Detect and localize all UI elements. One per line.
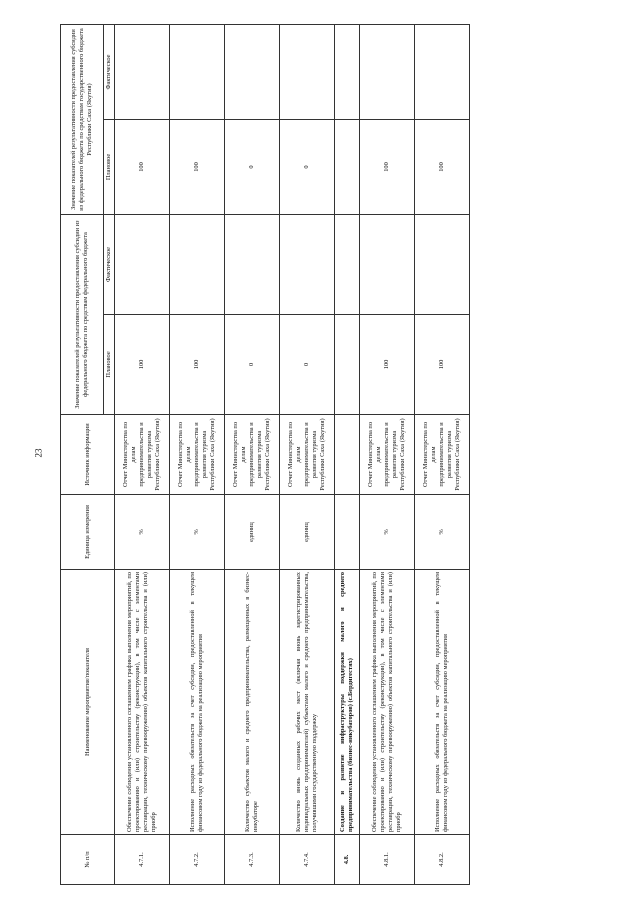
table-row bbox=[170, 25, 225, 885]
row-federal-actual bbox=[170, 215, 225, 315]
row-federal-planned: 0 bbox=[225, 315, 280, 415]
row-num: 4.7.1. bbox=[115, 835, 170, 885]
header-source: Источник информации bbox=[61, 415, 115, 495]
row-source: Отчет Министерства по делам предпринимательства и развития туризма Республики Саха (Якутия) bbox=[280, 415, 335, 495]
row-federal-planned bbox=[335, 315, 360, 415]
row-federal-planned: 100 bbox=[170, 315, 225, 415]
row-republic-planned: 100 bbox=[415, 120, 470, 215]
row-source: Отчет Министерства по делам предпринимательства и развития туризма Республики Саха (Якутия) bbox=[170, 415, 225, 495]
row-federal-actual bbox=[335, 215, 360, 315]
row-republic-actual bbox=[170, 25, 225, 120]
row-republic-actual bbox=[415, 25, 470, 120]
row-federal-actual bbox=[280, 215, 335, 315]
table-row bbox=[225, 25, 280, 885]
row-federal-planned: 100 bbox=[415, 315, 470, 415]
row-republic-planned: 100 bbox=[360, 120, 415, 215]
row-name: Обеспечение соблюдения установленного соглашением графика выполнения мероприятий, по проектированию и (или) строительству (реконструкции), в том числе с элементами реставрации, техническому перевооружению) объектов капитального строительства и (или) приобр bbox=[115, 570, 170, 835]
row-num: 4.7.3. bbox=[225, 835, 280, 885]
row-source bbox=[335, 415, 360, 495]
document-page-rotated bbox=[60, 25, 620, 885]
row-num: 4.8. bbox=[335, 835, 360, 885]
row-federal-actual bbox=[225, 215, 280, 315]
row-republic-actual bbox=[280, 25, 335, 120]
row-republic-actual bbox=[115, 25, 170, 120]
row-num: 4.8.2. bbox=[415, 835, 470, 885]
row-federal-actual bbox=[415, 215, 470, 315]
row-source: Отчет Министерства по делам предпринимательства и развития туризма Республики Саха (Якутия) bbox=[115, 415, 170, 495]
table-row bbox=[115, 25, 170, 885]
table-row bbox=[335, 25, 360, 885]
row-republic-planned: 0 bbox=[280, 120, 335, 215]
row-republic-actual bbox=[335, 25, 360, 120]
row-republic-planned: 100 bbox=[115, 120, 170, 215]
header-republic-actual: Фактическое bbox=[104, 25, 115, 120]
row-name: Количество субъектов малого и среднего предпринимательства, размещенных в бизнес-инкубаторе bbox=[225, 570, 280, 835]
row-republic-actual bbox=[225, 25, 280, 120]
row-republic-planned bbox=[335, 120, 360, 215]
row-num: 4.7.4. bbox=[280, 835, 335, 885]
row-republic-planned: 0 bbox=[225, 120, 280, 215]
row-republic-actual bbox=[360, 25, 415, 120]
row-unit: % bbox=[415, 495, 470, 570]
page-number: 23 bbox=[33, 448, 44, 458]
row-federal-actual bbox=[115, 215, 170, 315]
table-row bbox=[280, 25, 335, 885]
row-source: Отчет Министерства по делам предпринимательства и развития туризма Республики Саха (Якутия) bbox=[225, 415, 280, 495]
row-source: Отчет Министерства по делам предпринимательства и развития туризма Республики Саха (Якутия) bbox=[360, 415, 415, 495]
row-unit bbox=[335, 495, 360, 570]
table-body bbox=[115, 25, 470, 885]
row-unit: единиц bbox=[225, 495, 280, 570]
row-federal-actual bbox=[360, 215, 415, 315]
row-federal-planned: 0 bbox=[280, 315, 335, 415]
row-num: 4.8.1. bbox=[360, 835, 415, 885]
row-source: Отчет Министерства по делам предпринимательства и развития туризма Республики Саха (Якутия) bbox=[415, 415, 470, 495]
table-row bbox=[415, 25, 470, 885]
row-federal-planned: 100 bbox=[115, 315, 170, 415]
header-unit: Единица измерения bbox=[61, 495, 115, 570]
row-name: Количество вновь созданных рабочих мест (включая вновь зарегистрированных индивидуальных предпринимателей) субъектами малого и среднего предпринимательства, получившими государственную поддержку bbox=[280, 570, 335, 835]
row-unit: % bbox=[170, 495, 225, 570]
row-num: 4.7.2. bbox=[170, 835, 225, 885]
table-header-row bbox=[61, 25, 104, 885]
row-unit: единиц bbox=[280, 495, 335, 570]
table-row bbox=[360, 25, 415, 885]
row-unit: % bbox=[360, 495, 415, 570]
header-name: Наименование мероприятия/показателя bbox=[61, 570, 115, 835]
header-federal: Значение показателей результативности предоставления субсидии из федерального бюджета по средствам федерального бюджета bbox=[61, 215, 104, 415]
row-federal-planned: 100 bbox=[360, 315, 415, 415]
row-name: Исполнение расходных обязательств за счет субсидии, предоставленной в текущем финансовом году из федерального бюджета на реализацию мероприятия bbox=[170, 570, 225, 835]
row-name: Создание и развитие инфраструктуры поддержки малого и среднего предпринимательства (бизнес-инкубаторов) (с.Бердигестях) bbox=[335, 570, 360, 835]
row-republic-planned: 100 bbox=[170, 120, 225, 215]
header-num: № п/п bbox=[61, 835, 115, 885]
row-name: Обеспечение соблюдения установленного соглашением графика выполнения мероприятий, по проектированию и (или) строительству (реконструкции), в том числе с элементами реставрации, техническому перевооружению) объектов капитального строительства и (или) приобр bbox=[360, 570, 415, 835]
header-federal-planned: Плановое bbox=[104, 315, 115, 415]
header-republic: Значение показателей результативности предоставления субсидии из федерального бюджета по средствам государственного бюджета Республики Саха (Якутия) bbox=[61, 25, 104, 215]
header-federal-actual: Фактическое bbox=[104, 215, 115, 315]
indicators-table bbox=[60, 24, 470, 885]
header-republic-planned: Плановое bbox=[104, 120, 115, 215]
row-unit: % bbox=[115, 495, 170, 570]
row-name: Исполнение расходных обязательств за счет субсидии, предоставленной в текущем финансовом году из федерального бюджета на реализацию мероприятия bbox=[415, 570, 470, 835]
